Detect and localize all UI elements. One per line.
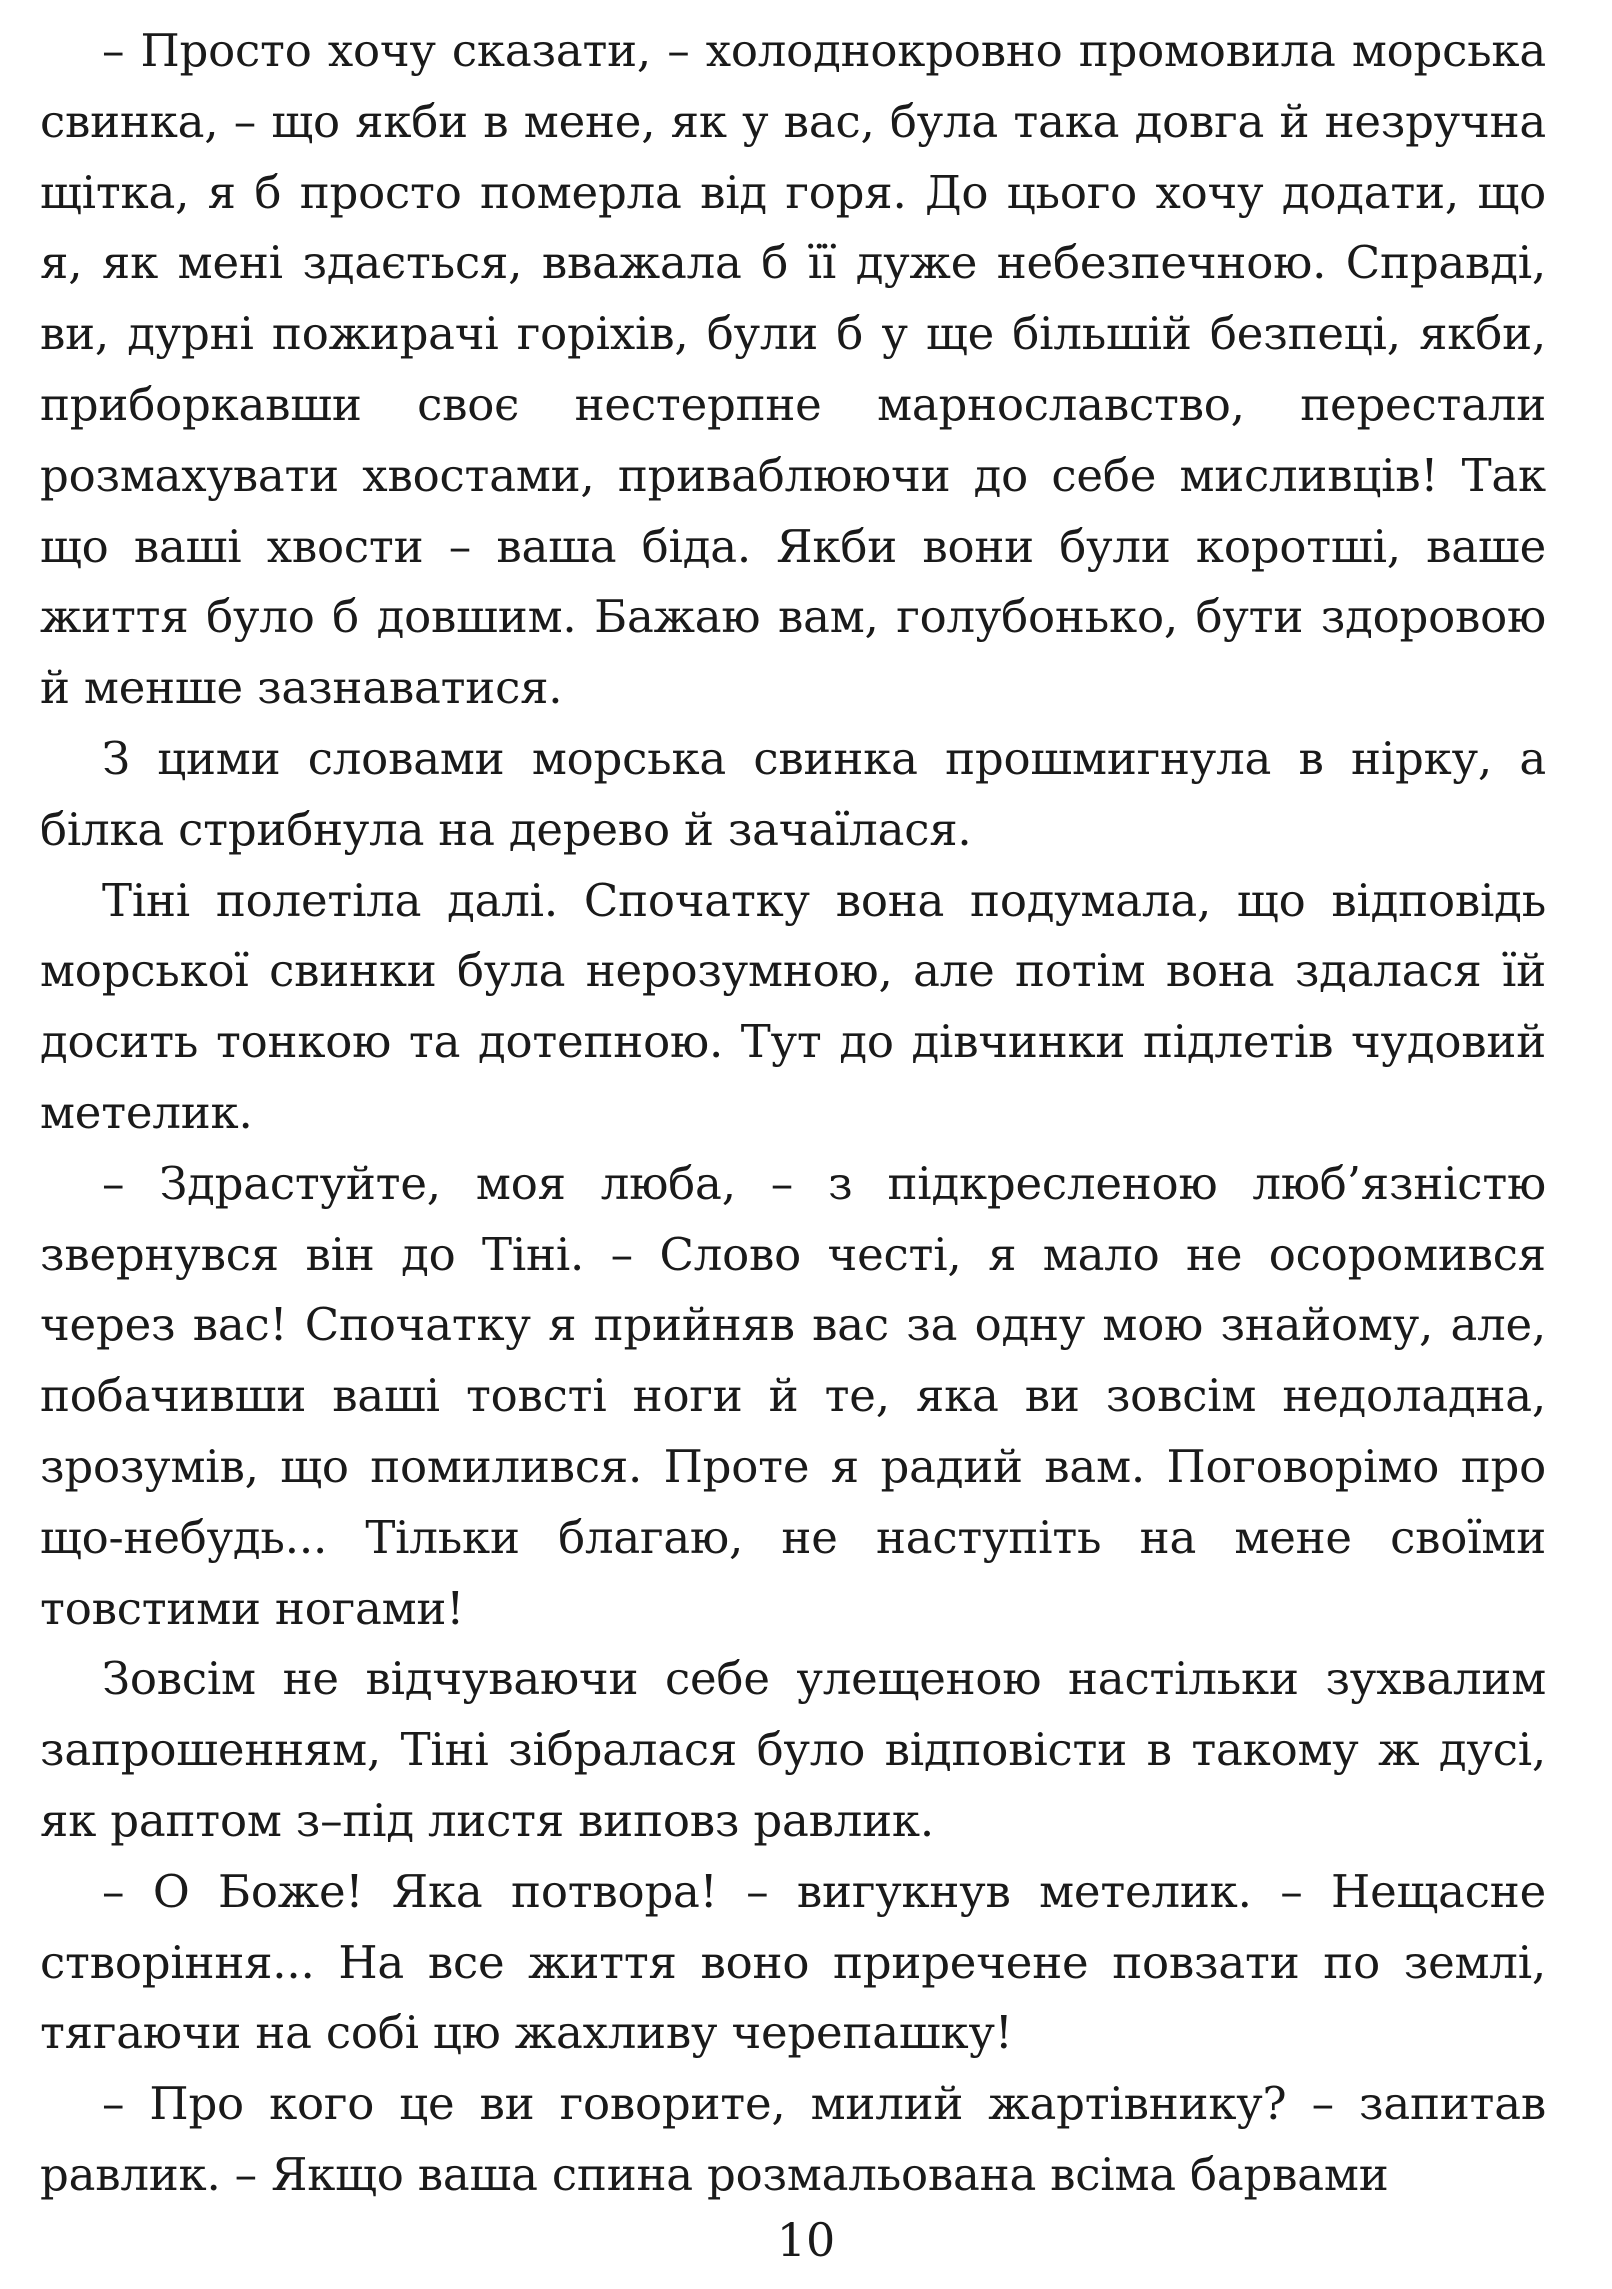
paragraph-3: Тіні полетіла далі. Спочатку вона подумала, що відповідь морської свинки була нерозумною, але потім вона здалася їй досить тонкою та дотепною. Тут до дівчинки підлетів чудовий метелик. xyxy=(40,873,1546,1139)
paragraph-7: – Про кого це ви говорите, милий жартівнику? – запитав равлик. – Якщо ваша спина розмальована всіма барвами xyxy=(40,2077,1546,2201)
paragraph-4: – Здрастуйте, моя люба, – з підкресленою люб’язністю звернувся він до Тіні. – Слово честі, я мало не осоромився через вас! Спочатку я прийняв вас за одну мою знайому, але, побачивши ваші товсті ноги й те, яка ви зовсім недоладна, зрозумів, що помилився. Проте я радий вам. Поговорімо про що-небудь... Тільки благаю, не наступіть на мене своїми товстими ногами! xyxy=(40,1156,1546,1635)
page-body-text xyxy=(40,16,1546,2211)
page-number: 10 xyxy=(776,2213,836,2267)
paragraph-1: – Просто хочу сказати, – холоднокровно промовила морська свинка, – що якби в мене, як у вас, була така довга й незручна щітка, я б просто померла від горя. До цього хочу додати, що я, як мені здається, вважала б її дуже небезпечною. Справді, ви, дурні пожирачі горіхів, були б у ще більшій безпеці, якби, приборкавши своє нестерпне марнославство, перестали розмахувати хвостами, приваблюючи до себе мисливців! Так що ваші хвости – ваша біда. Якби вони були коротші, ваше життя було б довшим. Бажаю вам, голубонько, бути здоровою й менше зазнаватися. xyxy=(40,24,1546,715)
paragraph-6: – О Боже! Яка потвора! – вигукнув метелик. – Нещасне створіння... На все життя воно приречене повзати по землі, тягаючи на собі цю жахливу черепашку! xyxy=(40,1864,1546,2060)
paragraph-5: Зовсім не відчуваючи себе улещеною настільки зухвалим запрошенням, Тіні зібралася було відповісти в такому ж дусі, як раптом з–під листя виповз равлик. xyxy=(40,1652,1546,1847)
paragraph-2: З цими словами морська свинка прошмигнула в нірку, а білка стрибнула на дерево й зачаїлася. xyxy=(40,731,1546,856)
